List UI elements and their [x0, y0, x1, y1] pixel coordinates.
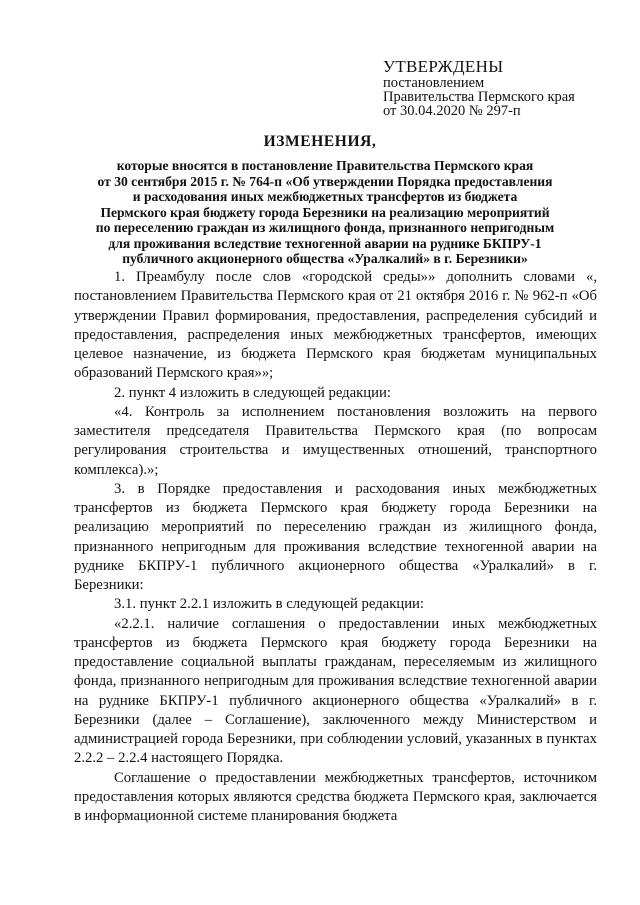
subtitle-line: публичного акционерного общества «Уралкалий» в г. Березники» [122, 251, 528, 266]
approval-line-2: Правительства Пермского края [383, 89, 575, 105]
document-title: ИЗМЕНЕНИЯ, [263, 133, 377, 150]
approval-line-3: от 30.04.2020 № 297-п [383, 103, 521, 119]
subtitle-line: которые вносятся в постановление Правительства Пермского края [116, 158, 534, 173]
paragraph-3: «4. Контроль за исполнением постановления возложить на первого заместителя председателя Правительства Пермского края (по вопросам регулирования строительства и имущественных отношений, транспортного комплекса).»; [74, 403, 597, 478]
approval-line-1: постановлением [383, 75, 485, 91]
subtitle-line: для проживания вследствие техногенной аварии на руднике БКПРУ-1 [108, 235, 542, 251]
subtitle-line: и расходования иных межбюджетных трансфертов из бюджета [132, 189, 518, 204]
paragraph-4: 3. в Порядке предоставления и расходования иных межбюджетных трансфертов из бюджета Пермского края бюджету города Березники на реализацию мероприятий по переселению граждан из жилищного фонда, признанного непригодным для проживания вследствие техногенной аварии на руднике БКПРУ-1 публичного акционерного общества «Уралкалий» в г. Березники: [74, 480, 597, 593]
approval-heading: УТВЕРЖДЕНЫ [383, 57, 504, 76]
paragraph-5: 3.1. пункт 2.2.1 изложить в следующей редакции: [114, 596, 425, 613]
paragraph-7: Соглашение о предоставлении межбюджетных трансфертов, источником предоставления которых являются средства бюджета Пермского края, заключается в информационной системе планирования бюджета [74, 769, 597, 824]
subtitle-line: от 30 сентября 2015 г. № 764-п «Об утверждении Порядка предоставления [97, 173, 553, 189]
paragraph-1: 1. Преамбулу после слов «городской среды»» дополнить словами «, постановлением Правительства Пермского края от 21 октября 2016 г. № 962-п «Об утверждении Правил формирования, предоставления, распределения субсидий и предоставления, распределения иных межбюджетных трансфертов, имеющих целевое назначение, из бюджета Пермского края бюджетам муниципальных образований Пермского края»»; [74, 269, 597, 382]
paragraph-6: «2.2.1. наличие соглашения о предоставлении иных межбюджетных трансфертов из бюджета Пермского края бюджету города Березники на предоставление социальной выплаты гражданам, переселяемым из жилищного фонда, признанного непригодным для проживания вследствие техногенной аварии на руднике БКПРУ-1 публичного акционерного общества «Уралкалий» в г. Березники (далее – Соглашение), заключенного между Министерством и администрацией города Березники, при соблюдении условий, указанных в пунктах 2.2.2 – 2.2.4 настоящего Порядка. [74, 615, 597, 767]
document-body [74, 268, 597, 826]
paragraph-2: 2. пункт 4 изложить в следующей редакции: [114, 384, 391, 401]
approval-block [383, 57, 633, 118]
subtitle-line: по переселению граждан из жилищного фонда, признанного непригодным [95, 220, 555, 235]
subtitle-line: Пермского края бюджету города Березники на реализацию мероприятий [100, 204, 550, 220]
document-subtitle [70, 158, 580, 267]
